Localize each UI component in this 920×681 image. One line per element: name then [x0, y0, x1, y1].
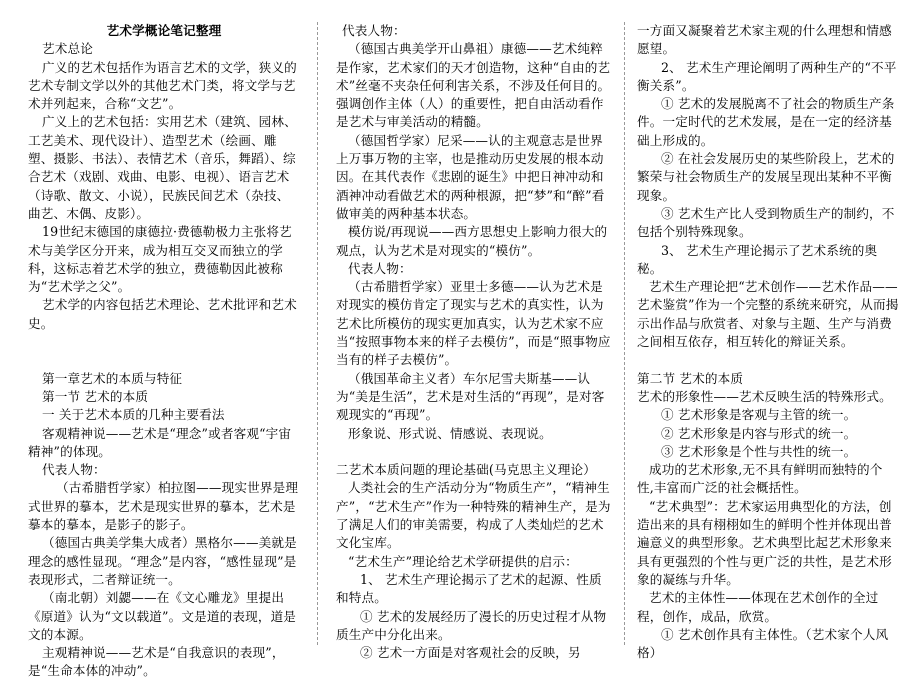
- paragraph: 代表人物：: [342, 23, 406, 38]
- paragraph: 广义上的艺术包括：实用艺术（建筑、园林、工艺美术、现代设计）、造型艺术（绘画、雕塑、摄影、书法）、表情艺术（音乐，舞蹈）、综合艺术（戏剧、戏曲、电影、电视）、语言艺术（诗歌、散文、小说），民族民间艺术（杂技、曲艺、木偶、皮影）。: [28, 114, 297, 221]
- paragraph: “艺术生产”理论给艺术学研提供的启示：: [348, 553, 578, 569]
- list-item: ② 艺术一方面是对客观社会的反映，另: [360, 645, 581, 661]
- paragraph: （俄国革命主义者）车尔尼雪夫斯基——认为“美是生活”，艺术是对生活的“再现”，是对客观现实的“再现”。: [336, 370, 605, 423]
- list-item: 2、 艺术生产理论阐明了两种生产的“不平衡关系”。: [637, 59, 897, 93]
- list-item: 3、 艺术生产理论揭示了艺术系统的奥秘。: [637, 242, 878, 276]
- paragraph: 代表人物：: [42, 462, 106, 478]
- paragraph: 广义的艺术包括作为语言艺术的文学，狭义的艺术专制文学以外的其他艺术门类，将文学与艺术并列起来，合称“文艺”。: [28, 59, 297, 112]
- paragraph: （古希腊哲学家）柏拉图——现实世界是理式世界的摹本，艺术是现实世界的摹本，艺术是摹本的摹本，是影子的影子。: [28, 480, 299, 533]
- chapter-heading: 第一章艺术的本质与特征: [42, 370, 183, 386]
- paragraph: 人类社会的生产活动分为“物质生产”，“精神生产”，“艺术生产”作为一种特殊的精神生产，是为了满足人们的审美需要，构成了人类灿烂的艺术文化宝库。: [336, 480, 611, 551]
- column-divider: [624, 22, 625, 645]
- paragraph: （德国古典美学集大成者）黑格尔——美就是理念的感性显现。“理念”是内容，“感性显现”是表现形式，二者辩证统一。: [28, 535, 297, 587]
- list-item: ③ 艺术形象是个性与共性的统一。: [661, 443, 857, 459]
- paragraph: （德国古典美学开山鼻祖）康德——艺术纯粹是作家，艺术家们的天才创造物，这种“自由的艺术”丝毫不夹杂任何利害关系，不涉及任何目的。强调创作主体（人）的重要性，把自由活动看作是艺术与审美活动的精髓。: [336, 41, 611, 130]
- list-item: ① 艺术的发展脱离不了社会的物质生产条件。一定时代的艺术发展，是在一定的经济基础上形成的。: [637, 96, 895, 148]
- paragraph: 代表人物：: [348, 260, 412, 276]
- paragraph: （古希腊哲学家）亚里士多德——认为艺术是对现实的模仿肯定了现实与艺术的真实性，认为艺术比所模仿的现实更加真实，认为艺术家不应当“按照事物本来的样子去模仿”，而是“照事物应当有的样子去模仿”。: [336, 279, 611, 368]
- paragraph: （南北朝）刘勰——在《文心雕龙》里提出《原道》认为“文以载道”。文是道的表现，道是文的本源。: [28, 590, 297, 642]
- column-middle: [336, 22, 612, 662]
- column-right: [637, 22, 899, 662]
- paragraph: 艺术生产理论把“艺术创作——艺术作品——艺术鉴赏”作为一个完整的系统来研究，从而揭示出作品与欣赏者、对象与主题、生产与消费之间相互依存，相互转化的辩证关系。: [637, 279, 899, 350]
- paragraph: 艺术学的内容包括艺术理论、艺术批评和艺术史。: [28, 297, 297, 331]
- paragraph: 艺术的形象性——艺术反映生活的特殊形式。: [637, 388, 892, 404]
- list-item: ① 艺术创作具有主体性。（艺术家个人风格）: [637, 626, 889, 661]
- subsection-heading: 一 关于艺术本质的几种主要看法: [42, 407, 225, 423]
- list-item: ③ 艺术生产比人受到物质生产的制约，不包括个别特殊现象。: [637, 205, 895, 240]
- column-divider: [317, 22, 318, 645]
- paragraph: 一方面又凝聚着艺术家主观的什么理想和情感愿望。: [637, 23, 892, 57]
- list-item: ① 艺术的发展经历了漫长的历史过程才从物质生产中分化出来。: [336, 608, 607, 642]
- section-heading: 艺术总论: [42, 41, 93, 57]
- paragraph: “艺术典型”：艺术家运用典型化的方法，创造出来的具有栩栩如生的鲜明个性并体现出普遍意义的典型形象。艺术典型比起艺术形象来具有更强烈的个性与更广泛的共性，是艺术形象的凝练与升华。: [637, 498, 892, 587]
- list-item: ② 在社会发展历史的某些阶段上，艺术的繁荣与社会物质生产的发展呈现出某种不平衡现象。: [637, 151, 895, 203]
- list-item: ② 艺术形象是内容与形式的统一。: [661, 425, 857, 441]
- paragraph: 主观精神说——艺术是“自我意识的表现”，是“生命本体的冲动”。: [28, 645, 285, 679]
- paragraph: （德国哲学家）尼采——认的主观意志是世界上万事万物的主宰，也是推动历史发展的根本动因。在其代表作《悲剧的诞生》中把日神冲动和酒神冲动看做艺术的两种根源，把“梦”和“醉”看做审美的两种基本状态。: [336, 132, 605, 221]
- document-title: 艺术学概论笔记整理: [106, 23, 222, 38]
- paragraph: 模仿说/再现说——西方思想史上影响力很大的观点，认为艺术是对现实的“模仿”。: [336, 224, 608, 258]
- section-heading: 第二节 艺术的本质: [637, 370, 744, 386]
- list-item: 1、 艺术生产理论揭示了艺术的起源、性质和特点。: [336, 571, 602, 606]
- paragraph: 形象说、形式说、情感说、表现说。: [348, 425, 552, 441]
- paragraph: 客观精神说——艺术是“理念”或者客观“宇宙精神”的体现。: [28, 425, 292, 459]
- column-left: [28, 22, 300, 681]
- paragraph: 艺术的主体性——体现在艺术创作的全过程，创作，成品，欣赏。: [637, 590, 879, 624]
- subsection-heading: 二艺术本质问题的理论基础(马克思主义理论）: [336, 462, 596, 478]
- section-heading: 第一节 艺术的本质: [42, 388, 149, 404]
- list-item: ① 艺术形象是客观与主管的统一。: [661, 407, 857, 423]
- paragraph: 成功的艺术形象,无不具有鲜明而独特的个性,丰富而广泛的社会概括性。: [637, 462, 883, 496]
- paragraph: 19世纪末德国的康德拉·费德勒极力主张将艺术与美学区分开来，成为相互交叉而独立的学科，这标志着艺术学的独立，费德勒因此被称为“艺术学之父”。: [28, 224, 292, 295]
